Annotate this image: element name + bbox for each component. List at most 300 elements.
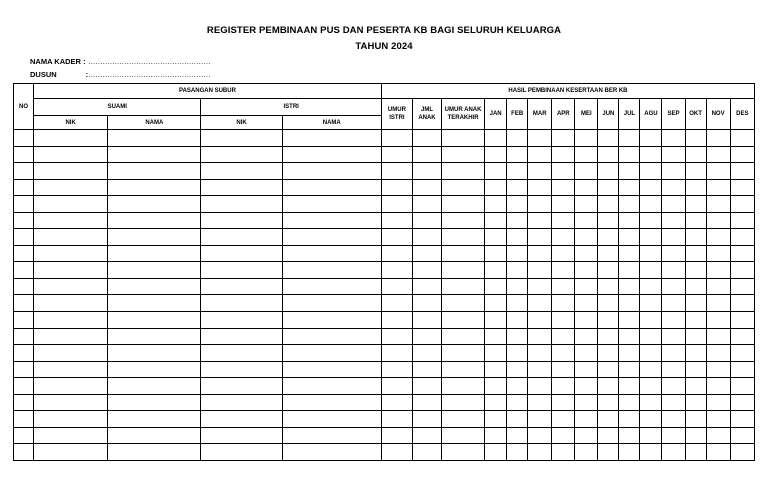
table-cell[interactable] (552, 262, 575, 279)
table-cell[interactable] (442, 262, 485, 279)
table-cell[interactable] (14, 245, 34, 262)
table-cell[interactable] (412, 245, 441, 262)
table-cell[interactable] (706, 229, 730, 246)
table-cell[interactable] (412, 278, 441, 295)
table-cell[interactable] (201, 378, 282, 395)
table-cell[interactable] (528, 394, 552, 411)
table-cell[interactable] (442, 245, 485, 262)
table-cell[interactable] (485, 295, 507, 312)
table-cell[interactable] (507, 163, 528, 180)
table-cell[interactable] (381, 427, 412, 444)
table-cell[interactable] (108, 345, 201, 362)
table-cell[interactable] (485, 444, 507, 461)
table-cell[interactable] (507, 378, 528, 395)
table-cell[interactable] (507, 278, 528, 295)
table-cell[interactable] (34, 130, 108, 147)
table-cell[interactable] (282, 328, 381, 345)
table-cell[interactable] (706, 427, 730, 444)
table-cell[interactable] (201, 411, 282, 428)
table-cell[interactable] (282, 278, 381, 295)
table-cell[interactable] (412, 361, 441, 378)
table-cell[interactable] (662, 229, 685, 246)
table-cell[interactable] (201, 130, 282, 147)
table-cell[interactable] (640, 378, 662, 395)
table-cell[interactable] (685, 312, 706, 329)
table-cell[interactable] (14, 146, 34, 163)
table-cell[interactable] (662, 130, 685, 147)
table-cell[interactable] (282, 312, 381, 329)
table-cell[interactable] (282, 411, 381, 428)
table-cell[interactable] (662, 345, 685, 362)
table-cell[interactable] (442, 229, 485, 246)
table-cell[interactable] (381, 394, 412, 411)
table-cell[interactable] (442, 312, 485, 329)
table-cell[interactable] (598, 378, 619, 395)
table-cell[interactable] (575, 196, 598, 213)
table-cell[interactable] (34, 328, 108, 345)
table-cell[interactable] (730, 262, 754, 279)
table-cell[interactable] (108, 378, 201, 395)
table-cell[interactable] (730, 295, 754, 312)
table-cell[interactable] (730, 312, 754, 329)
table-cell[interactable] (485, 146, 507, 163)
table-cell[interactable] (201, 278, 282, 295)
table-cell[interactable] (485, 229, 507, 246)
table-cell[interactable] (282, 427, 381, 444)
table-cell[interactable] (528, 411, 552, 428)
table-cell[interactable] (34, 444, 108, 461)
table-cell[interactable] (381, 312, 412, 329)
table-cell[interactable] (575, 212, 598, 229)
table-cell[interactable] (507, 345, 528, 362)
table-cell[interactable] (442, 130, 485, 147)
table-cell[interactable] (575, 295, 598, 312)
table-cell[interactable] (282, 212, 381, 229)
table-cell[interactable] (201, 328, 282, 345)
table-cell[interactable] (507, 245, 528, 262)
table-cell[interactable] (552, 312, 575, 329)
table-cell[interactable] (14, 345, 34, 362)
table-cell[interactable] (507, 427, 528, 444)
table-cell[interactable] (685, 378, 706, 395)
table-cell[interactable] (34, 212, 108, 229)
table-cell[interactable] (598, 196, 619, 213)
table-cell[interactable] (662, 427, 685, 444)
table-cell[interactable] (201, 262, 282, 279)
table-cell[interactable] (730, 427, 754, 444)
table-cell[interactable] (381, 245, 412, 262)
table-cell[interactable] (507, 361, 528, 378)
table-cell[interactable] (34, 378, 108, 395)
table-cell[interactable] (528, 312, 552, 329)
table-cell[interactable] (598, 262, 619, 279)
table-cell[interactable] (685, 146, 706, 163)
table-cell[interactable] (381, 130, 412, 147)
table-cell[interactable] (201, 312, 282, 329)
table-cell[interactable] (730, 394, 754, 411)
table-cell[interactable] (507, 411, 528, 428)
table-cell[interactable] (640, 312, 662, 329)
table-cell[interactable] (442, 146, 485, 163)
table-cell[interactable] (640, 229, 662, 246)
table-cell[interactable] (34, 295, 108, 312)
table-cell[interactable] (108, 278, 201, 295)
table-cell[interactable] (598, 179, 619, 196)
table-cell[interactable] (706, 212, 730, 229)
table-cell[interactable] (34, 146, 108, 163)
table-cell[interactable] (575, 130, 598, 147)
table-cell[interactable] (108, 295, 201, 312)
table-cell[interactable] (575, 411, 598, 428)
table-cell[interactable] (442, 361, 485, 378)
table-cell[interactable] (442, 295, 485, 312)
table-cell[interactable] (528, 212, 552, 229)
table-cell[interactable] (108, 262, 201, 279)
table-cell[interactable] (598, 427, 619, 444)
table-cell[interactable] (685, 295, 706, 312)
table-cell[interactable] (685, 394, 706, 411)
table-cell[interactable] (108, 229, 201, 246)
table-cell[interactable] (730, 229, 754, 246)
table-cell[interactable] (662, 196, 685, 213)
table-cell[interactable] (507, 328, 528, 345)
table-cell[interactable] (598, 163, 619, 180)
table-cell[interactable] (730, 328, 754, 345)
table-cell[interactable] (14, 163, 34, 180)
table-cell[interactable] (685, 427, 706, 444)
table-cell[interactable] (598, 212, 619, 229)
table-cell[interactable] (528, 444, 552, 461)
table-cell[interactable] (598, 295, 619, 312)
table-cell[interactable] (412, 163, 441, 180)
table-cell[interactable] (552, 130, 575, 147)
table-cell[interactable] (640, 163, 662, 180)
table-cell[interactable] (619, 328, 640, 345)
table-cell[interactable] (619, 245, 640, 262)
table-cell[interactable] (282, 262, 381, 279)
table-cell[interactable] (34, 312, 108, 329)
table-cell[interactable] (640, 262, 662, 279)
table-cell[interactable] (201, 444, 282, 461)
table-cell[interactable] (575, 427, 598, 444)
table-cell[interactable] (14, 427, 34, 444)
table-cell[interactable] (662, 444, 685, 461)
table-cell[interactable] (485, 196, 507, 213)
table-cell[interactable] (282, 130, 381, 147)
table-cell[interactable] (381, 212, 412, 229)
table-cell[interactable] (706, 130, 730, 147)
table-cell[interactable] (412, 345, 441, 362)
table-cell[interactable] (14, 312, 34, 329)
table-cell[interactable] (730, 411, 754, 428)
table-cell[interactable] (412, 130, 441, 147)
table-cell[interactable] (507, 394, 528, 411)
table-cell[interactable] (685, 444, 706, 461)
table-cell[interactable] (575, 179, 598, 196)
table-cell[interactable] (640, 361, 662, 378)
table-cell[interactable] (706, 179, 730, 196)
table-cell[interactable] (485, 378, 507, 395)
table-cell[interactable] (552, 146, 575, 163)
table-cell[interactable] (730, 278, 754, 295)
table-cell[interactable] (685, 163, 706, 180)
table-cell[interactable] (552, 345, 575, 362)
table-cell[interactable] (575, 444, 598, 461)
table-cell[interactable] (108, 146, 201, 163)
table-cell[interactable] (108, 163, 201, 180)
table-cell[interactable] (685, 328, 706, 345)
table-cell[interactable] (108, 312, 201, 329)
table-cell[interactable] (730, 163, 754, 180)
table-cell[interactable] (14, 361, 34, 378)
table-cell[interactable] (108, 411, 201, 428)
table-cell[interactable] (442, 278, 485, 295)
table-cell[interactable] (34, 345, 108, 362)
table-cell[interactable] (528, 328, 552, 345)
table-cell[interactable] (528, 196, 552, 213)
table-cell[interactable] (552, 229, 575, 246)
table-cell[interactable] (552, 411, 575, 428)
table-cell[interactable] (706, 312, 730, 329)
table-cell[interactable] (730, 378, 754, 395)
table-cell[interactable] (381, 146, 412, 163)
table-cell[interactable] (485, 394, 507, 411)
table-cell[interactable] (412, 444, 441, 461)
table-cell[interactable] (619, 163, 640, 180)
table-cell[interactable] (598, 245, 619, 262)
table-cell[interactable] (412, 196, 441, 213)
table-cell[interactable] (619, 295, 640, 312)
table-cell[interactable] (381, 262, 412, 279)
table-cell[interactable] (34, 229, 108, 246)
table-cell[interactable] (730, 196, 754, 213)
table-cell[interactable] (34, 427, 108, 444)
table-cell[interactable] (706, 361, 730, 378)
table-cell[interactable] (108, 196, 201, 213)
table-cell[interactable] (412, 262, 441, 279)
table-cell[interactable] (598, 411, 619, 428)
table-cell[interactable] (442, 179, 485, 196)
table-cell[interactable] (282, 345, 381, 362)
table-cell[interactable] (640, 245, 662, 262)
table-cell[interactable] (640, 345, 662, 362)
table-cell[interactable] (201, 163, 282, 180)
table-cell[interactable] (412, 212, 441, 229)
table-cell[interactable] (108, 328, 201, 345)
table-cell[interactable] (108, 179, 201, 196)
table-cell[interactable] (575, 146, 598, 163)
table-cell[interactable] (598, 361, 619, 378)
table-cell[interactable] (575, 163, 598, 180)
table-cell[interactable] (282, 378, 381, 395)
table-cell[interactable] (730, 179, 754, 196)
table-cell[interactable] (381, 411, 412, 428)
table-cell[interactable] (14, 212, 34, 229)
table-cell[interactable] (485, 262, 507, 279)
table-cell[interactable] (640, 278, 662, 295)
table-cell[interactable] (552, 212, 575, 229)
table-cell[interactable] (619, 378, 640, 395)
table-cell[interactable] (730, 444, 754, 461)
table-cell[interactable] (685, 196, 706, 213)
table-cell[interactable] (34, 411, 108, 428)
table-cell[interactable] (619, 262, 640, 279)
table-cell[interactable] (598, 394, 619, 411)
table-cell[interactable] (575, 262, 598, 279)
table-cell[interactable] (619, 146, 640, 163)
table-cell[interactable] (14, 179, 34, 196)
table-cell[interactable] (442, 411, 485, 428)
table-cell[interactable] (442, 378, 485, 395)
table-cell[interactable] (619, 212, 640, 229)
table-cell[interactable] (381, 361, 412, 378)
table-cell[interactable] (282, 444, 381, 461)
table-cell[interactable] (34, 196, 108, 213)
table-cell[interactable] (598, 312, 619, 329)
table-cell[interactable] (685, 245, 706, 262)
table-cell[interactable] (442, 427, 485, 444)
table-cell[interactable] (14, 328, 34, 345)
table-cell[interactable] (528, 361, 552, 378)
table-cell[interactable] (730, 361, 754, 378)
table-cell[interactable] (528, 427, 552, 444)
table-cell[interactable] (412, 312, 441, 329)
table-cell[interactable] (662, 146, 685, 163)
table-cell[interactable] (640, 196, 662, 213)
table-cell[interactable] (201, 212, 282, 229)
table-cell[interactable] (282, 196, 381, 213)
table-cell[interactable] (108, 394, 201, 411)
table-cell[interactable] (552, 278, 575, 295)
table-cell[interactable] (528, 378, 552, 395)
table-cell[interactable] (619, 427, 640, 444)
table-cell[interactable] (662, 328, 685, 345)
table-cell[interactable] (34, 262, 108, 279)
table-cell[interactable] (34, 361, 108, 378)
table-cell[interactable] (662, 262, 685, 279)
table-cell[interactable] (706, 163, 730, 180)
table-cell[interactable] (507, 212, 528, 229)
table-cell[interactable] (381, 163, 412, 180)
table-cell[interactable] (442, 196, 485, 213)
table-cell[interactable] (412, 411, 441, 428)
table-cell[interactable] (507, 130, 528, 147)
table-cell[interactable] (528, 345, 552, 362)
table-cell[interactable] (14, 394, 34, 411)
table-cell[interactable] (575, 278, 598, 295)
table-cell[interactable] (552, 361, 575, 378)
table-cell[interactable] (34, 394, 108, 411)
table-cell[interactable] (575, 328, 598, 345)
table-cell[interactable] (706, 278, 730, 295)
table-cell[interactable] (528, 229, 552, 246)
table-cell[interactable] (412, 295, 441, 312)
table-cell[interactable] (201, 229, 282, 246)
table-cell[interactable] (598, 328, 619, 345)
table-cell[interactable] (575, 312, 598, 329)
table-cell[interactable] (412, 394, 441, 411)
table-cell[interactable] (282, 361, 381, 378)
table-cell[interactable] (14, 411, 34, 428)
table-cell[interactable] (201, 361, 282, 378)
table-cell[interactable] (685, 130, 706, 147)
table-cell[interactable] (108, 130, 201, 147)
table-cell[interactable] (730, 212, 754, 229)
table-cell[interactable] (442, 212, 485, 229)
table-cell[interactable] (34, 245, 108, 262)
table-cell[interactable] (706, 196, 730, 213)
table-cell[interactable] (282, 179, 381, 196)
table-cell[interactable] (598, 278, 619, 295)
table-cell[interactable] (485, 130, 507, 147)
table-cell[interactable] (640, 146, 662, 163)
table-cell[interactable] (552, 295, 575, 312)
table-cell[interactable] (507, 262, 528, 279)
table-cell[interactable] (381, 345, 412, 362)
table-cell[interactable] (706, 411, 730, 428)
table-cell[interactable] (528, 245, 552, 262)
table-cell[interactable] (575, 361, 598, 378)
table-cell[interactable] (619, 312, 640, 329)
table-cell[interactable] (485, 411, 507, 428)
table-cell[interactable] (485, 427, 507, 444)
table-cell[interactable] (381, 328, 412, 345)
table-cell[interactable] (201, 345, 282, 362)
table-cell[interactable] (662, 361, 685, 378)
table-cell[interactable] (706, 262, 730, 279)
table-cell[interactable] (598, 229, 619, 246)
table-cell[interactable] (442, 444, 485, 461)
table-cell[interactable] (706, 295, 730, 312)
table-cell[interactable] (412, 427, 441, 444)
table-cell[interactable] (685, 361, 706, 378)
table-cell[interactable] (552, 196, 575, 213)
table-cell[interactable] (528, 278, 552, 295)
table-cell[interactable] (412, 229, 441, 246)
table-cell[interactable] (14, 278, 34, 295)
table-cell[interactable] (201, 394, 282, 411)
table-cell[interactable] (201, 179, 282, 196)
table-cell[interactable] (662, 312, 685, 329)
table-cell[interactable] (552, 378, 575, 395)
table-cell[interactable] (108, 361, 201, 378)
table-cell[interactable] (706, 394, 730, 411)
table-cell[interactable] (706, 245, 730, 262)
table-cell[interactable] (14, 444, 34, 461)
table-cell[interactable] (108, 444, 201, 461)
table-cell[interactable] (528, 130, 552, 147)
table-cell[interactable] (619, 196, 640, 213)
table-cell[interactable] (552, 444, 575, 461)
table-cell[interactable] (640, 411, 662, 428)
table-cell[interactable] (507, 196, 528, 213)
table-cell[interactable] (662, 163, 685, 180)
table-cell[interactable] (485, 212, 507, 229)
table-cell[interactable] (552, 328, 575, 345)
table-cell[interactable] (381, 179, 412, 196)
table-cell[interactable] (706, 444, 730, 461)
table-cell[interactable] (575, 245, 598, 262)
table-cell[interactable] (282, 229, 381, 246)
table-cell[interactable] (507, 229, 528, 246)
table-cell[interactable] (381, 229, 412, 246)
table-cell[interactable] (619, 229, 640, 246)
table-cell[interactable] (552, 427, 575, 444)
table-cell[interactable] (282, 245, 381, 262)
table-cell[interactable] (528, 146, 552, 163)
table-cell[interactable] (14, 378, 34, 395)
table-cell[interactable] (381, 196, 412, 213)
